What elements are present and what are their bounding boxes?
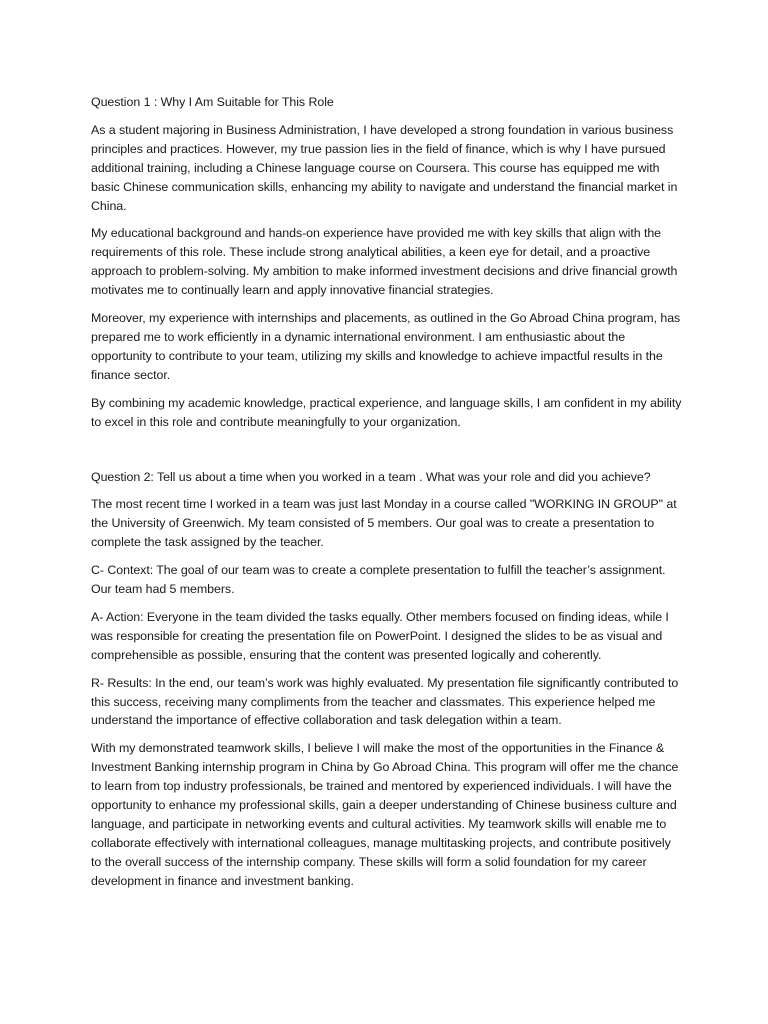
paragraph: As a student majoring in Business Administration, I have developed a strong foundation in various business principles and practices. However, my true passion lies in the field of finance, which is why I have pursued additional training, including a Chinese language course on Coursera. This course has equipped me with basic Chinese communication skills, enhancing my ability to navigate and understand the financial market in China. [91,122,678,213]
question-2-section [91,468,683,891]
question-1-heading: Question 1 : Why I Am Suitable for This Role [91,95,334,109]
paragraph: R- Results: In the end, our team’s work was highly evaluated. My presentation file significantly contributed to this success, receiving many compliments from the teacher and classmates. This experience helped me understand the importance of effective collaboration and task delegation within a team. [91,675,679,728]
document-page [91,93,683,900]
paragraph: My educational background and hands-on experience have provided me with key skills that align with the requirements of this role. These include strong analytical abilities, a keen eye for detail, and a proactive approach to problem-solving. My ambition to make informed investment decisions and drive financial growth motivates me to continually learn and apply innovative financial strategies. [91,226,678,298]
section-spacer [91,441,683,468]
paragraph: C- Context: The goal of our team was to create a complete presentation to fulfill the teacher’s assignment. Our team had 5 members. [91,563,666,597]
paragraph: Moreover, my experience with internships and placements, as outlined in the Go Abroad China program, has prepared me to work efficiently in a dynamic international environment. I am enthusiastic about the opportunity to contribute to your team, utilizing my skills and knowledge to achieve impactful results in the finance sector. [91,311,681,382]
question-2-heading: Question 2: Tell us about a time when you worked in a team . What was your role and did you achieve? [91,469,651,484]
paragraph: A- Action: Everyone in the team divided the tasks equally. Other members focused on finding ideas, while I was responsible for creating the presentation file on PowerPoint. I designed the slides to be as visual and comprehensible as possible, ensuring that the content was presented logically and coherently. [91,609,669,662]
paragraph: The most recent time I worked in a team was just last Monday in a course called "WORKING IN GROUP" at the University of Greenwich. My team consisted of 5 members. Our goal was to create a presentation to complete the task assigned by the teacher. [91,497,677,550]
paragraph: With my demonstrated teamwork skills, I believe I will make the most of the opportunities in the Finance & Investment Banking internship program in China by Go Abroad China. This program will offer me the chance to learn from top industry professionals, be trained and mentored by experienced individuals. I will have the opportunity to enhance my professional skills, gain a deeper understanding of Chinese business culture and language, and participate in networking events and cultural activities. My teamwork skills will enable me to collaborate effectively with international colleagues, manage multitasking projects, and contribute positively to the overall success of the internship company. These skills will form a solid foundation for my career development in finance and investment banking. [91,741,679,888]
paragraph: By combining my academic knowledge, practical experience, and language skills, I am confident in my ability to excel in this role and contribute meaningfully to your organization. [91,395,682,429]
question-1-section [91,93,683,432]
